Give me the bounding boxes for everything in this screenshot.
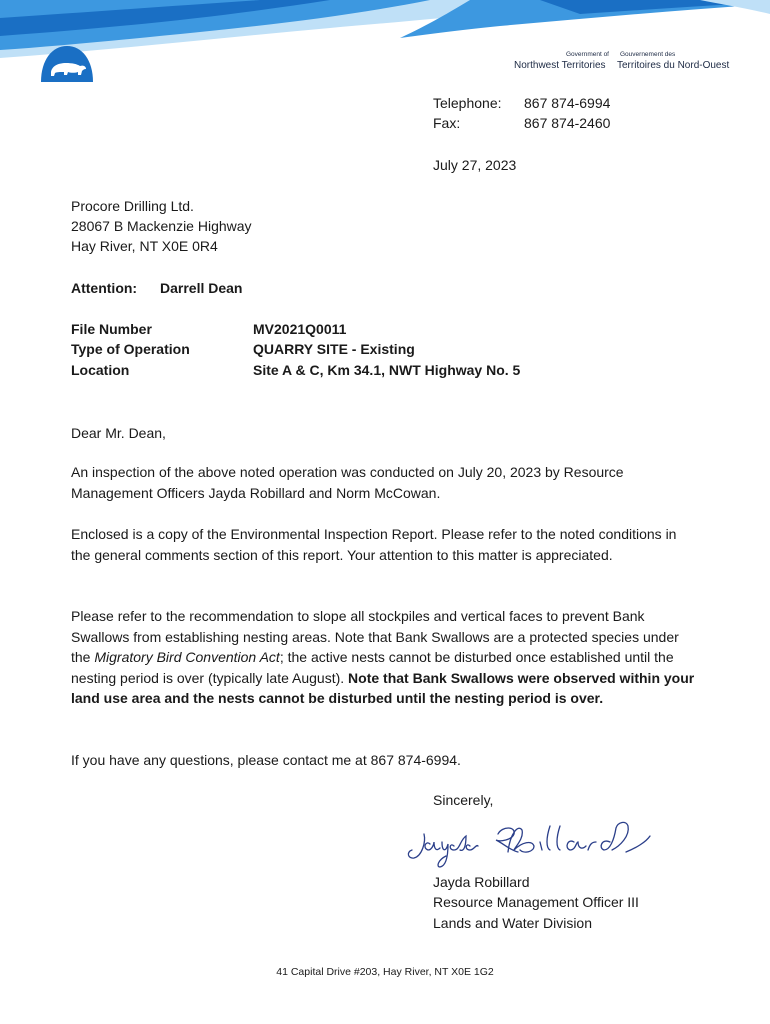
fax-label: Fax: <box>433 115 461 131</box>
gov-en-small: Government of <box>566 51 609 58</box>
location-label: Location <box>71 362 130 378</box>
salutation: Dear Mr. Dean, <box>71 425 166 441</box>
signer-name: Jayda Robillard <box>433 874 530 890</box>
gov-en: Northwest Territories <box>514 60 606 71</box>
attention-name: Darrell Dean <box>160 280 243 296</box>
handwritten-signature <box>400 812 660 872</box>
gov-fr: Territoires du Nord-Ouest <box>617 60 730 71</box>
letter-date: July 27, 2023 <box>433 157 517 173</box>
recipient-line2: 28067 B Mackenzie Highway <box>71 218 252 234</box>
telephone-label: Telephone: <box>433 95 502 111</box>
file-number-label: File Number <box>71 321 152 337</box>
bank-swallows-notice: Note that Bank Swallows were observed within your land use area and the nests cannot be disturbed until the nesting period is over. <box>71 669 695 706</box>
operation-type-label: Type of Operation <box>71 341 190 357</box>
attention-label: Attention: <box>71 280 138 296</box>
gov-fr-small: Gouvernement des <box>620 51 676 58</box>
header-banner <box>0 0 770 90</box>
recipient-line1: Procore Drilling Ltd. <box>71 198 194 214</box>
paragraph-inspection: An inspection of the above noted operation was conducted on July 20, 2023 by Resource Management Officers Jayda Robillard and Norm McCowan. <box>71 464 624 501</box>
location: Site A & C, Km 34.1, NWT Highway No. 5 <box>253 362 521 378</box>
file-number: MV2021Q0011 <box>253 321 347 337</box>
act-name: Migratory Bird Convention Act <box>94 649 280 665</box>
footer-address: 41 Capital Drive #203, Hay River, NT X0E 1G2 <box>276 966 494 978</box>
gnwt-logo <box>38 42 96 84</box>
bank-swallows-text-1: Please refer to the recommendation to slope all stockpiles and vertical faces to prevent Bank Swallows from establishing nesting areas. Note that Bank Swallows are a protected species under the <box>71 608 679 665</box>
paragraph-report: Enclosed is a copy of the Environmental Inspection Report. Please refer to the noted conditions in the general comments section of this report. Your attention to this matter is appreciated. <box>71 526 677 563</box>
bank-swallows-text-2: ; the active nests cannot be disturbed once established until the nesting period is over (typically late August). <box>71 649 674 686</box>
signer-division: Lands and Water Division <box>433 915 593 931</box>
paragraph-bank-swallows <box>71 606 699 709</box>
operation-type: QUARRY SITE - Existing <box>253 341 415 357</box>
recipient-line3: Hay River, NT X0E 0R4 <box>71 238 218 254</box>
telephone-value: 867 874-6994 <box>524 95 611 111</box>
paragraph-contact: If you have any questions, please contact me at 867 874-6994. <box>71 752 461 768</box>
closing: Sincerely, <box>433 792 494 808</box>
signer-title: Resource Management Officer III <box>433 894 639 910</box>
fax-value: 867 874-2460 <box>524 115 611 131</box>
